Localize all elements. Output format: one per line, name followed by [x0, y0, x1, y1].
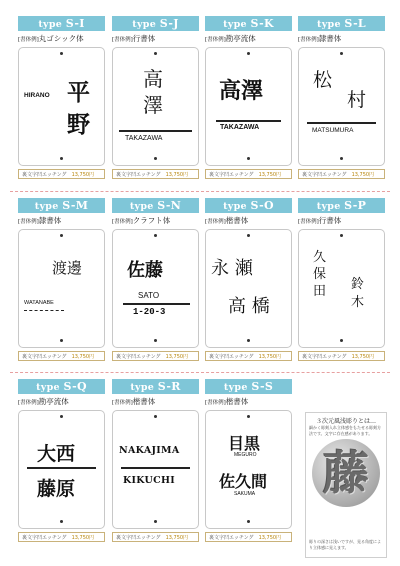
- engraved-sample-kanji: 藤: [323, 446, 369, 500]
- nameplate: [112, 47, 199, 166]
- screw-hole: [154, 339, 157, 342]
- roman-name: WATANABE: [24, 300, 54, 306]
- screw-hole: [247, 157, 250, 160]
- kanji-vertical-1: 久: [313, 250, 327, 265]
- price-label: 裏文字凹エッチング 13,750円: [112, 351, 199, 361]
- screw-hole: [247, 52, 250, 55]
- font-category: [書体例]クラフト体: [112, 216, 171, 225]
- type-header: type S-P: [298, 198, 385, 213]
- kanji-vertical-2: 保: [313, 267, 327, 282]
- price-label: 裏文字凹エッチング 13,750円: [112, 169, 199, 179]
- kanji-line-1: 目黒: [228, 434, 261, 453]
- kanji-line-1: 松: [313, 69, 333, 91]
- type-header: type S-J: [112, 16, 199, 31]
- font-category: [書体例]隷書体: [18, 216, 62, 225]
- screw-hole: [247, 520, 250, 523]
- nameplate: [205, 229, 292, 348]
- font-category: [書体例]行書体: [298, 216, 342, 225]
- divider-line: [123, 303, 190, 305]
- price-label: 裏文字凹エッチング 13,750円: [18, 169, 105, 179]
- kanji-line-1: 永 瀬: [211, 258, 253, 279]
- 3d-engraving-info: [305, 412, 387, 558]
- kanji-line-1: 佐藤: [127, 260, 163, 281]
- font-category: [書体例]行書体: [112, 34, 156, 43]
- price-label: 裏文字凹エッチング 13,750円: [18, 532, 105, 542]
- card-s-q[interactable]: [18, 379, 105, 542]
- roman-name: TAKAZAWA: [125, 135, 163, 142]
- info-title: ３次元風浅彫りとは…: [315, 418, 376, 425]
- screw-hole: [154, 415, 157, 418]
- font-category: [書体例]楷書体: [205, 397, 249, 406]
- nameplate: [298, 229, 385, 348]
- font-category: [書体例]楷書体: [112, 397, 156, 406]
- kanji-line-2: 野: [67, 112, 90, 138]
- type-header: type S-N: [112, 198, 199, 213]
- roman-name-2: SAKUMA: [234, 491, 256, 497]
- card-s-i[interactable]: [18, 16, 105, 179]
- divider-line: [216, 120, 281, 122]
- card-s-s[interactable]: [205, 379, 292, 542]
- type-header: type S-S: [205, 379, 292, 394]
- nameplate: [205, 410, 292, 529]
- screw-hole: [154, 52, 157, 55]
- nameplate: [298, 47, 385, 166]
- type-header: type S-I: [18, 16, 105, 31]
- price-label: 裏文字凹エッチング 13,750円: [205, 169, 292, 179]
- info-note: 彫りの深さは浅いですが、見る角度により立体感に見えます。: [309, 539, 381, 550]
- nameplate: [205, 47, 292, 166]
- kanji-vertical-4: 鈴: [351, 277, 365, 292]
- screw-hole: [340, 52, 343, 55]
- card-s-k[interactable]: [205, 16, 292, 179]
- roman-name: HIRANO: [24, 92, 50, 99]
- divider-line: [119, 130, 192, 132]
- screw-hole: [60, 234, 63, 237]
- divider-line: [307, 122, 376, 124]
- divider-line: [121, 467, 190, 469]
- kanji-vertical-3: 田: [313, 284, 327, 299]
- screw-hole: [154, 520, 157, 523]
- font-category: [書体例]楷書体: [205, 216, 249, 225]
- type-header: type S-K: [205, 16, 292, 31]
- screw-hole: [60, 520, 63, 523]
- dashed-divider: [24, 310, 64, 311]
- price-label: 裏文字凹エッチング 13,750円: [298, 169, 385, 179]
- screw-hole: [60, 157, 63, 160]
- font-category: [書体例]丸ゴシック体: [18, 34, 84, 43]
- font-category: [書体例]勘亭流体: [205, 34, 256, 43]
- price-label: 裏文字凹エッチング 13,750円: [298, 351, 385, 361]
- roman-name: MEGURO: [234, 452, 257, 458]
- price-label: 裏文字凹エッチング 13,750円: [112, 532, 199, 542]
- card-s-r[interactable]: [112, 379, 199, 542]
- kanji-line-2: 村: [347, 89, 367, 111]
- screw-hole: [154, 157, 157, 160]
- card-s-m[interactable]: [18, 198, 105, 361]
- price-label: 裏文字凹エッチング 13,750円: [205, 532, 292, 542]
- screw-hole: [60, 415, 63, 418]
- screw-hole: [340, 339, 343, 342]
- nameplate: [18, 47, 105, 166]
- card-s-l[interactable]: [298, 16, 385, 179]
- type-header: type S-Q: [18, 379, 105, 394]
- kanji-line-1: 平: [67, 80, 90, 106]
- screw-hole: [60, 339, 63, 342]
- card-s-j[interactable]: [112, 16, 199, 179]
- roman-name: SATO: [138, 291, 160, 300]
- nameplate: [112, 410, 199, 529]
- screw-hole: [154, 234, 157, 237]
- price-label: 裏文字凹エッチング 13,750円: [18, 351, 105, 361]
- nameplate: [18, 410, 105, 529]
- kanji-line-1: 渡邊: [52, 259, 83, 277]
- kanji-line-2: 澤: [143, 93, 163, 117]
- card-s-o[interactable]: [205, 198, 292, 361]
- address-number: 1-20-3: [133, 307, 166, 317]
- divider-line: [27, 467, 96, 469]
- type-header: type S-O: [205, 198, 292, 213]
- nameplate: [112, 229, 199, 348]
- screw-hole: [340, 234, 343, 237]
- kanji-line-2: 藤原: [37, 478, 76, 500]
- screw-hole: [247, 234, 250, 237]
- price-label: 裏文字凹エッチング 13,750円: [205, 351, 292, 361]
- roman-line-1: NAKAJIMA: [119, 445, 180, 456]
- kanji-line-1: 高澤: [219, 79, 264, 104]
- font-category: [書体例]隷書体: [298, 34, 342, 43]
- screw-hole: [60, 52, 63, 55]
- card-s-n[interactable]: [112, 198, 199, 361]
- row-separator: [10, 372, 390, 373]
- type-header: type S-L: [298, 16, 385, 31]
- kanji-line-1: 大西: [37, 443, 76, 465]
- type-header: type S-M: [18, 198, 105, 213]
- kanji-line-2: 高 橋: [228, 296, 270, 317]
- info-description: 細かく彫刻入れ立体感をもたせる彫刻方法です。文字に存在感があります。: [309, 425, 381, 436]
- type-header: type S-R: [112, 379, 199, 394]
- font-category: [書体例]勘亭流体: [18, 397, 69, 406]
- kanji-vertical-5: 木: [351, 295, 365, 310]
- row-separator: [10, 191, 390, 192]
- screw-hole: [247, 415, 250, 418]
- card-s-p[interactable]: [298, 198, 385, 361]
- screw-hole: [247, 339, 250, 342]
- roman-line-2: KIKUCHI: [123, 475, 175, 486]
- kanji-line-1: 高: [143, 67, 163, 91]
- nameplate: [18, 229, 105, 348]
- screw-hole: [340, 157, 343, 160]
- kanji-line-2: 佐久間: [219, 472, 268, 491]
- roman-name: MATSUMURA: [312, 127, 354, 134]
- roman-name: TAKAZAWA: [220, 124, 260, 131]
